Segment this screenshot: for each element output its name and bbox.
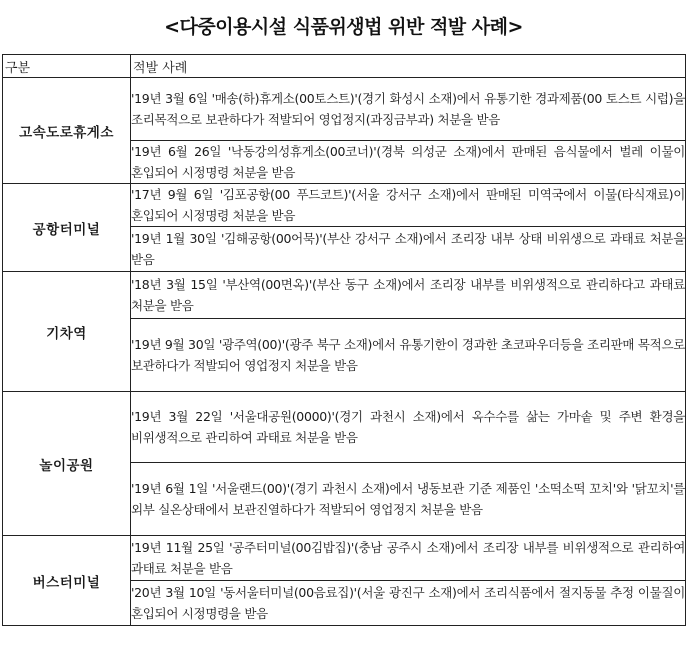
category-cell: 버스터미널 bbox=[3, 536, 131, 626]
case-cell: '20년 3월 10일 '동서울터미널(00음료집)'(서울 광진구 소재)에서 조리식품에서 절지동물 추정 이물질이 혼입되어 시정명령을 받음 bbox=[131, 581, 686, 626]
case-cell: '19년 6월 26일 '낙동강의성휴게소(00코너)'(경북 의성군 소재)에서 판매된 음식물에서 벌레 이물이 혼입되어 시정명령 처분을 받음 bbox=[131, 141, 686, 184]
violation-cases-table bbox=[2, 54, 686, 626]
header-cases: 적발 사례 bbox=[131, 55, 686, 78]
table-row bbox=[3, 536, 686, 581]
category-cell: 놀이공원 bbox=[3, 392, 131, 536]
case-cell: '17년 9월 6일 '김포공항(00 푸드코트)'(서울 강서구 소재)에서 판매된 미역국에서 이물(타식재료)이 혼입되어 시정명령 처분을 받음 bbox=[131, 184, 686, 227]
category-cell: 기차역 bbox=[3, 272, 131, 392]
case-cell: '19년 6월 1일 '서울랜드(00)'(경기 과천시 소재)에서 냉동보관 기준 제품인 '소떡소떡 꼬치'와 '닭꼬치'를 외부 실온상태에서 보관진열하다가 적발되어 영업정지 처분을 받음 bbox=[131, 463, 686, 536]
table-row bbox=[3, 78, 686, 141]
category-cell: 고속도로휴게소 bbox=[3, 78, 131, 184]
table-header-row bbox=[3, 55, 686, 78]
header-category: 구분 bbox=[3, 55, 131, 78]
case-cell: '19년 11월 25일 '공주터미널(00김밥집)'(충남 공주시 소재)에서 조리장 내부를 비위생적으로 관리하여 과태료 처분을 받음 bbox=[131, 536, 686, 581]
case-cell: '19년 9월 30일 '광주역(00)'(광주 북구 소재)에서 유통기한이 경과한 초코파우더등을 조리판매 목적으로 보관하다가 적발되어 영업정지 처분을 받음 bbox=[131, 319, 686, 392]
table-row bbox=[3, 272, 686, 319]
category-cell: 공항터미널 bbox=[3, 184, 131, 272]
case-cell: '19년 1월 30일 '김해공항(00어묵)'(부산 강서구 소재)에서 조리장 내부 상태 비위생으로 과태료 처분을 받음 bbox=[131, 227, 686, 272]
case-cell: '19년 3월 6일 '매송(하)휴게소(00토스트)'(경기 화성시 소재)에서 유통기한 경과제품(00 토스트 시럽)을 조리목적으로 보관하다가 적발되어 영업정지(과징금부과) 처분을 받음 bbox=[131, 78, 686, 141]
table-row bbox=[3, 392, 686, 463]
page-title: <다중이용시설 식품위생법 위반 적발 사례> bbox=[164, 16, 523, 38]
table-row bbox=[3, 184, 686, 227]
case-cell: '19년 3월 22일 '서울대공원(0000)'(경기 과천시 소재)에서 옥수수를 삶는 가마솥 및 주변 환경을 비위생적으로 관리하여 과태료 처분을 받음 bbox=[131, 392, 686, 463]
case-cell: '18년 3월 15일 '부산역(00면옥)'(부산 동구 소재)에서 조리장 내부를 비위생적으로 관리하다고 과태료 처분을 받음 bbox=[131, 272, 686, 319]
